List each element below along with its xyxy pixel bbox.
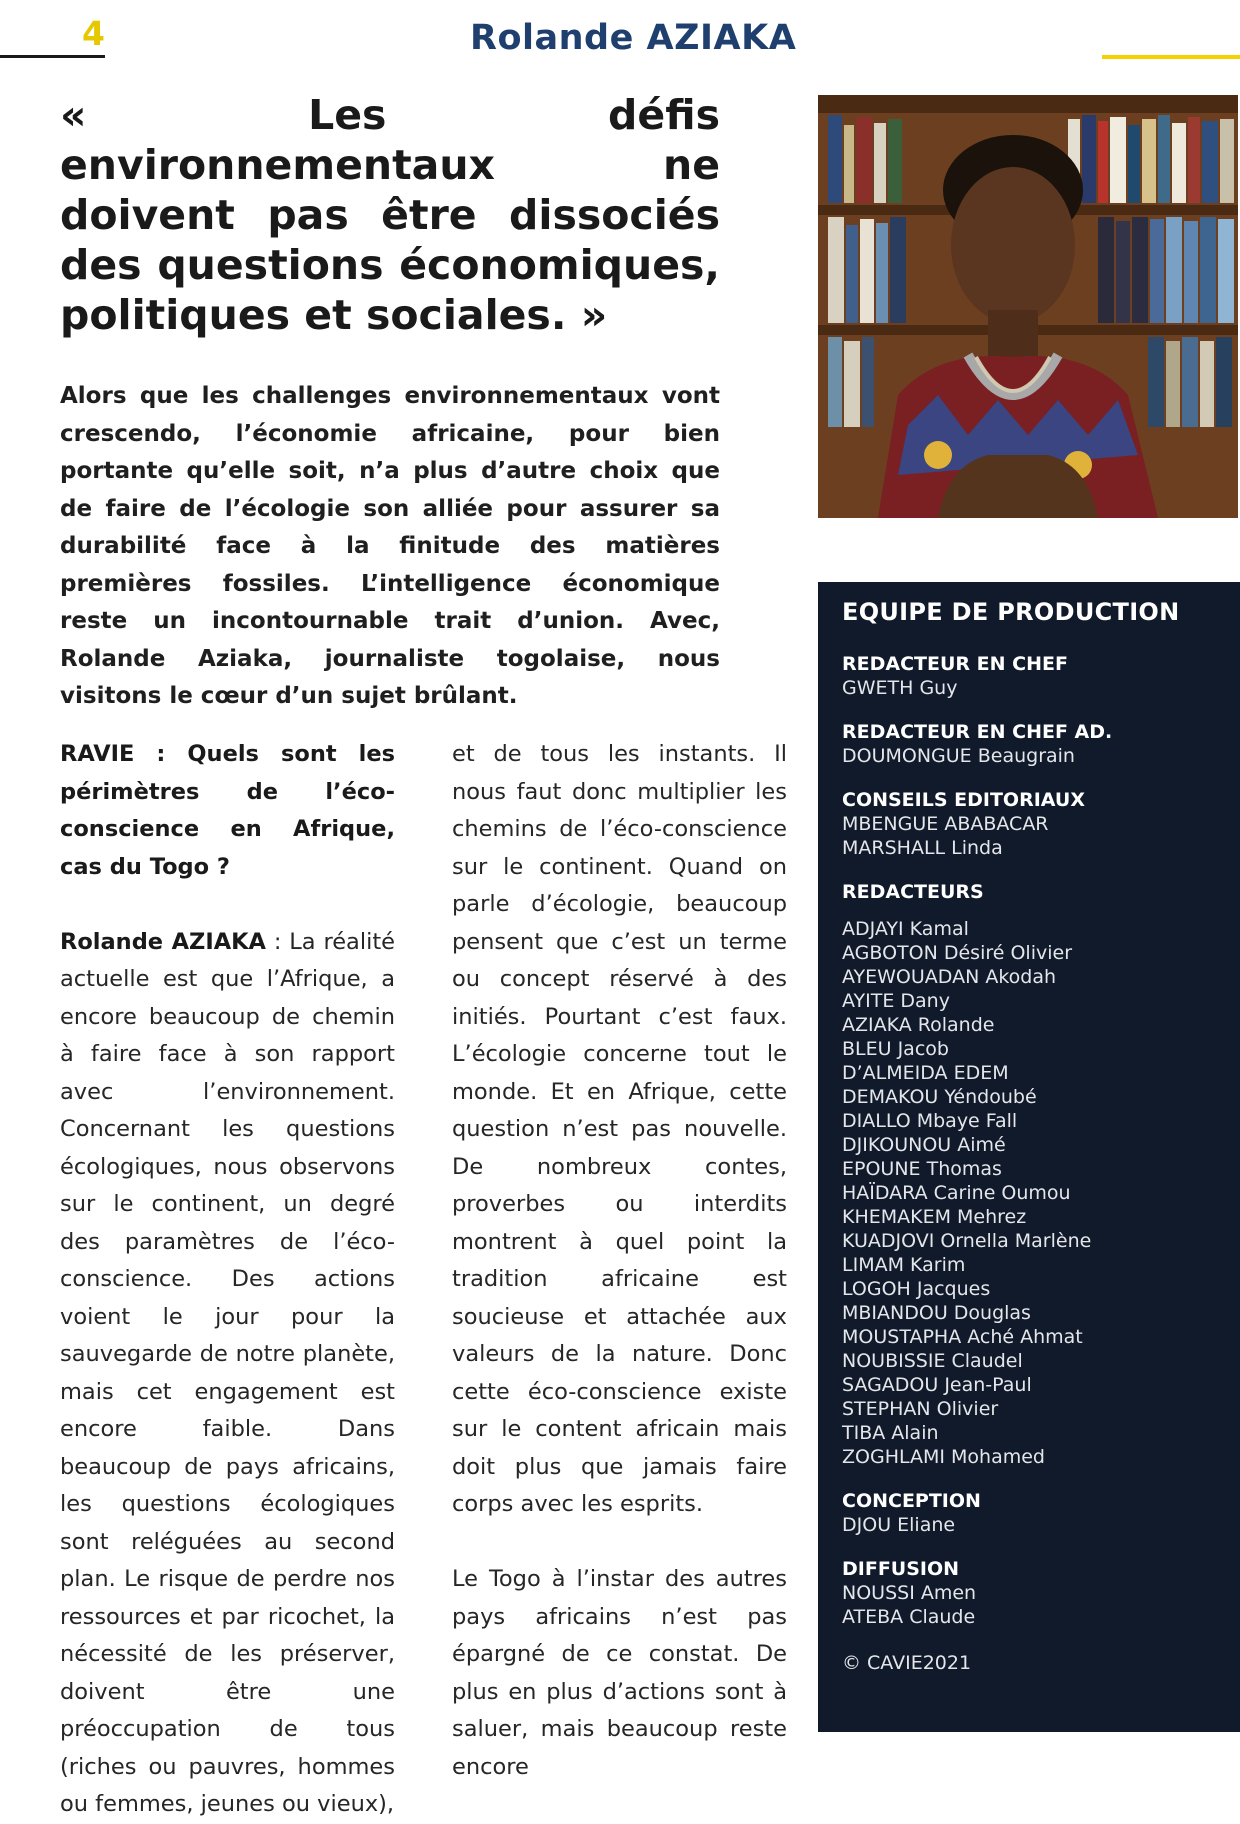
staff-name: AYITE Dany xyxy=(842,990,950,1012)
section-heading: CONCEPTION xyxy=(842,1490,981,1512)
staff-name: MARSHALL Linda xyxy=(842,837,1003,859)
answer-text: : La réalité actuelle est que l’Afrique, a encore beaucoup de chemin à faire face à son rapport avec l’environnement. Concernant les questions écologiques, nous observons sur le continent, un degré des paramètres de l’éco-conscience. Des actions voient le jour pour la sauvegarde de notre planète, mais cet engagement est encore faible. Dans beaucoup de pays africains, les questions écologiques sont reléguées au second plan. Le risque de perdre nos ressources et par ricochet, la nécessité de les préserver, doivent être une préoccupation de tous (riches ou pauvres, hommes ou femmes, jeunes ou vieux), xyxy=(60,928,395,1817)
staff-name: DEMAKOU Yéndoubé xyxy=(842,1086,1037,1108)
staff-name: MBENGUE ABABACAR xyxy=(842,813,1049,835)
staff-name: GWETH Guy xyxy=(842,677,958,699)
staff-name: DOUMONGUE Beaugrain xyxy=(842,745,1075,767)
staff-name: AYEWOUADAN Akodah xyxy=(842,966,1057,988)
staff-name: STEPHAN Olivier xyxy=(842,1398,999,1420)
staff-name: AGBOTON Désiré Olivier xyxy=(842,942,1073,964)
staff-name: ZOGHLAMI Mohamed xyxy=(842,1446,1045,1468)
section-conseils xyxy=(842,788,1240,860)
interview-question: RAVIE : Quels sont les périmètres de l’éco-conscience en Afrique, cas du Togo ? xyxy=(60,741,395,880)
header-rule-left xyxy=(0,55,105,58)
staff-name: LOGOH Jacques xyxy=(842,1278,991,1300)
staff-name: DIALLO Mbaye Fall xyxy=(842,1110,1018,1132)
section-diffusion xyxy=(842,1557,1240,1629)
section-redacteur-chef xyxy=(842,652,1240,700)
header-rule-right xyxy=(1102,55,1240,59)
section-redacteur-chef-ad xyxy=(842,720,1240,768)
section-heading: REDACTEUR EN CHEF AD. xyxy=(842,721,1113,743)
staff-name: HAÏDARA Carine Oumou xyxy=(842,1182,1071,1204)
copyright-notice: © CAVIE2021 xyxy=(842,1652,972,1674)
staff-name: MOUSTAPHA Aché Ahmat xyxy=(842,1326,1083,1348)
production-team-panel xyxy=(818,582,1240,1732)
interview-column-1 xyxy=(60,736,395,1824)
answer-paragraph-togo: Le Togo à l’instar des autres pays africains n’est pas épargné de ce constat. De plus en plus d’actions sont à saluer, mais beaucoup reste encore xyxy=(452,1566,787,1780)
staff-name: EPOUNE Thomas xyxy=(842,1158,1002,1180)
staff-name: BLEU Jacob xyxy=(842,1038,949,1060)
staff-name: DJIKOUNOU Aimé xyxy=(842,1134,1006,1156)
staff-name: ATEBA Claude xyxy=(842,1606,976,1628)
page-number: 4 xyxy=(82,14,105,53)
section-conception xyxy=(842,1489,1240,1537)
staff-name: AZIAKA Rolande xyxy=(842,1014,995,1036)
pull-quote: « Les défis environnementaux ne doivent pas être dissociés des questions économiques, politiques et sociales. » xyxy=(60,91,720,339)
intro-paragraph: Alors que les challenges environnementaux vont crescendo, l’économie africaine, pour bien portante qu’elle soit, n’a plus d’autre choix que de faire de l’écologie son alliée pour assurer sa durabilité face à la finitude des matières premières fossiles. L’intelligence économique reste un incontournable trait d’union. Avec, Rolande Aziaka, journaliste togolaise, nous visitons le cœur d’un sujet brûlant. xyxy=(60,383,720,709)
staff-name: NOUBISSIE Claudel xyxy=(842,1350,1023,1372)
redacteurs-list xyxy=(842,917,1240,1469)
answer-continuation: et de tous les instants. Il nous faut donc multiplier les chemins de l’éco-conscience sur le continent. Quand on parle d’écologie, beaucoup pensent que c’est un terme ou concept réservé à des initiés. Pourtant c’est faux. L’écologie concerne tout le monde. Et en Afrique, cette question n’est pas nouvelle. De nombreux contes, proverbes ou interdits montrent à quel point la tradition africaine est soucieuse et attachée aux valeurs de la nature. Donc cette éco-conscience existe sur le content africain mais doit plus que jamais faire corps avec les esprits. xyxy=(452,741,787,1517)
section-heading: CONSEILS EDITORIAUX xyxy=(842,789,1085,811)
section-heading: REDACTEUR EN CHEF xyxy=(842,653,1068,675)
staff-name: NOUSSI Amen xyxy=(842,1582,977,1604)
section-heading: DIFFUSION xyxy=(842,1558,960,1580)
staff-name: MBIANDOU Douglas xyxy=(842,1302,1031,1324)
staff-name: KUADJOVI Ornella Marlène xyxy=(842,1230,1092,1252)
staff-name: ADJAYI Kamal xyxy=(842,918,969,940)
production-title: EQUIPE DE PRODUCTION xyxy=(842,598,1180,626)
staff-name: LIMAM Karim xyxy=(842,1254,966,1276)
portrait-photo xyxy=(818,95,1238,518)
interview-answer xyxy=(60,924,395,1824)
staff-name: DJOU Eliane xyxy=(842,1514,956,1536)
section-redacteurs xyxy=(842,880,1240,1469)
staff-name: TIBA Alain xyxy=(842,1422,939,1444)
interview-column-2 xyxy=(452,736,787,1786)
header-author-name: Rolande AZIAKA xyxy=(470,18,797,58)
staff-name: SAGADOU Jean-Paul xyxy=(842,1374,1032,1396)
answer-speaker: Rolande AZIAKA xyxy=(60,928,266,955)
section-heading: REDACTEURS xyxy=(842,881,984,903)
staff-name: D’ALMEIDA EDEM xyxy=(842,1062,1009,1084)
staff-name: KHEMAKEM Mehrez xyxy=(842,1206,1027,1228)
